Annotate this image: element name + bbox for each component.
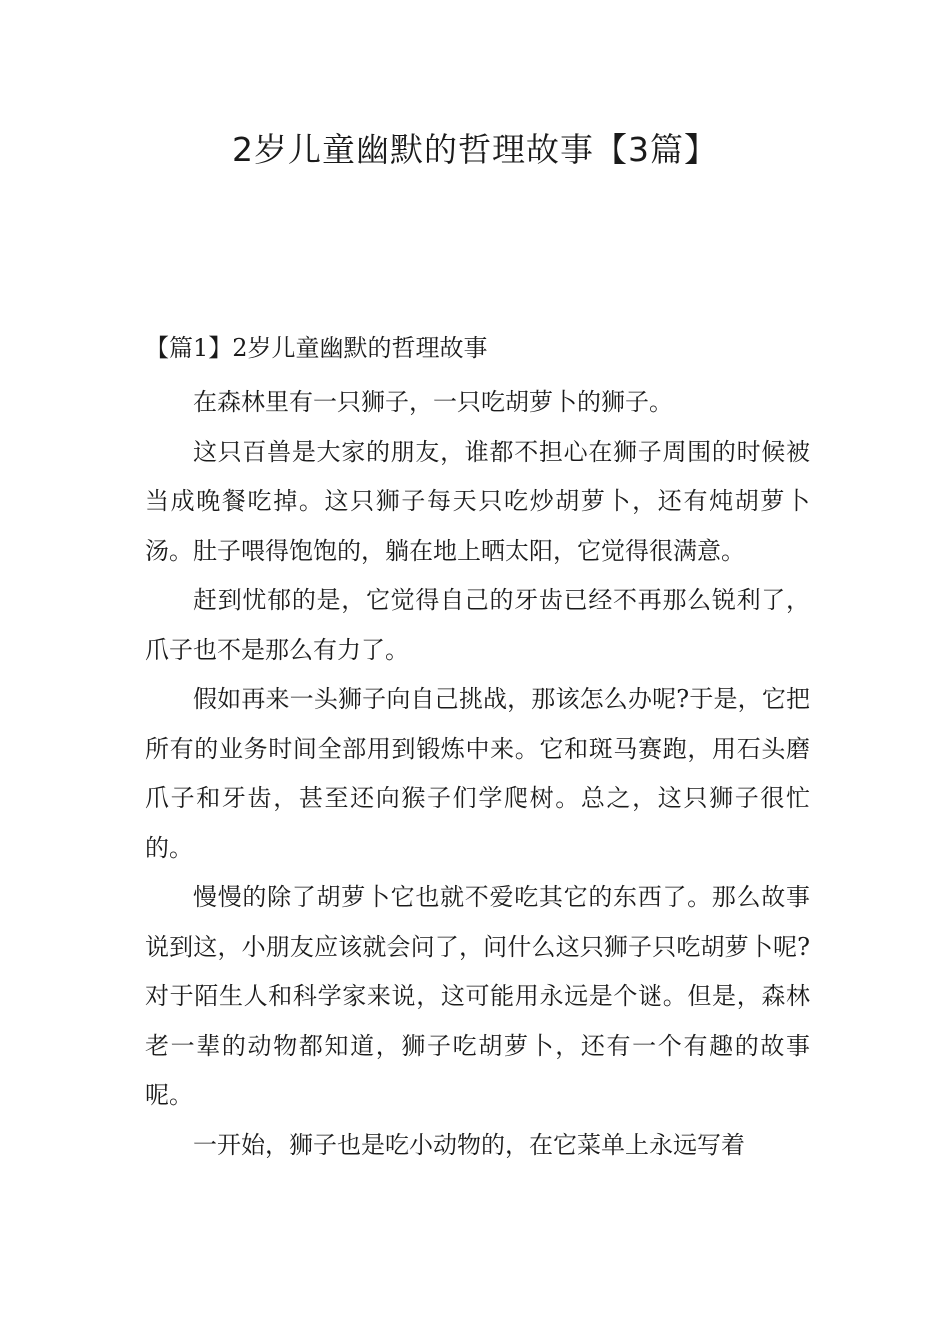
paragraph: 慢慢的除了胡萝卜它也就不爱吃其它的东西了。那么故事说到这，小朋友应该就会问了，问什么这只狮子只吃胡萝卜呢?对于陌生人和科学家来说，这可能用永远是个谜。但是，森林老一辈的动物都知道，狮子吃胡萝卜，还有一个有趣的故事呢。: [145, 883, 810, 1109]
paragraph: 这只百兽是大家的朋友，谁都不担心在狮子周围的时候被当成晚餐吃掉。这只狮子每天只吃炒胡萝卜，还有炖胡萝卜汤。肚子喂得饱饱的，躺在地上晒太阳，它觉得很满意。: [145, 437, 810, 565]
section-heading: 【篇1】2岁儿童幽默的哲理故事: [145, 334, 488, 362]
paragraph: 一开始，狮子也是吃小动物的，在它菜单上永远写着: [193, 1130, 745, 1159]
paragraph: 赶到忧郁的是，它觉得自己的牙齿已经不再那么锐利了，爪子也不是那么有力了。: [145, 586, 810, 664]
paragraph: 假如再来一头狮子向自己挑战，那该怎么办呢?于是，它把所有的业务时间全部用到锻炼中来。它和斑马赛跑，用石头磨爪子和牙齿，甚至还向猴子们学爬树。总之，这只狮子很忙的。: [145, 685, 810, 862]
paragraph: 在森林里有一只狮子，一只吃胡萝卜的狮子。: [193, 388, 673, 416]
document-body: [145, 378, 810, 1170]
document-title: 2岁儿童幽默的哲理故事【3篇】: [232, 130, 718, 169]
